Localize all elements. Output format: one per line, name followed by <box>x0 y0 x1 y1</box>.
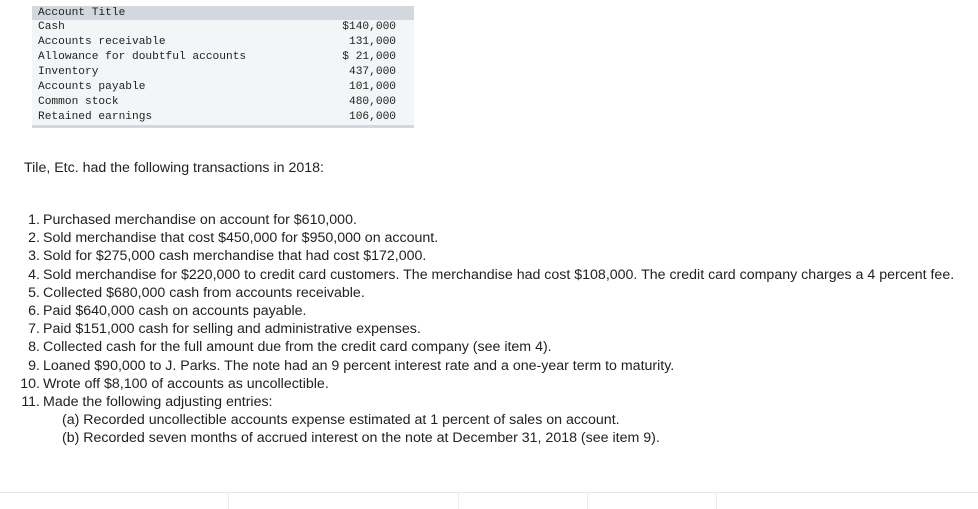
account-title: Accounts payable <box>32 80 314 95</box>
transaction-text: Sold for $275,000 cash merchandise that had cost $172,000. <box>43 248 427 265</box>
account-title: Allowance for doubtful accounts <box>32 50 314 65</box>
account-amount: $ 21,000 <box>314 50 414 65</box>
account-amount: 131,000 <box>314 35 414 50</box>
account-row <box>32 65 414 80</box>
transaction-item <box>24 302 964 320</box>
transaction-text: Sold merchandise for $220,000 to credit card customers. The merchandise had cost $108,000. The credit card company charges a 4 percent fee. <box>43 266 955 283</box>
transaction-text: Wrote off $8,100 of accounts as uncollectible. <box>43 375 329 392</box>
transaction-text: Collected cash for the full amount due from the credit card company (see item 4). <box>43 339 552 356</box>
transaction-number: 4. <box>28 266 40 283</box>
transaction-text: Collected $680,000 cash from accounts receivable. <box>43 284 365 301</box>
transaction-number: 7. <box>28 321 40 338</box>
account-title: Inventory <box>32 65 314 80</box>
adjustment-list <box>43 411 964 447</box>
transaction-number: 8. <box>28 339 40 356</box>
transaction-item <box>24 229 964 247</box>
bottom-bar <box>0 492 978 509</box>
transaction-text: Sold merchandise that cost $450,000 for $950,000 on account. <box>43 230 439 247</box>
transaction-text: Made the following adjusting entries: <box>43 394 273 411</box>
account-row <box>32 110 414 127</box>
account-title: Cash <box>32 20 314 35</box>
account-amount: 106,000 <box>314 110 414 127</box>
account-amount: 101,000 <box>314 80 414 95</box>
account-title-header: Account Title <box>32 6 414 20</box>
account-title: Retained earnings <box>32 110 314 127</box>
account-amount: 480,000 <box>314 95 414 110</box>
transaction-item <box>20 375 964 393</box>
account-amount: 437,000 <box>314 65 414 80</box>
account-title: Accounts receivable <box>32 35 314 50</box>
adjustment-item: (b) Recorded seven months of accrued interest on the note at December 31, 2018 (see item 9). <box>62 430 660 447</box>
transaction-text: Paid $151,000 cash for selling and administrative expenses. <box>43 321 421 338</box>
transaction-text: Paid $640,000 cash on accounts payable. <box>43 303 307 320</box>
account-row <box>32 35 414 50</box>
transaction-number: 10. <box>20 375 40 392</box>
transaction-item <box>24 357 964 375</box>
transaction-item <box>24 320 964 338</box>
transaction-item <box>24 247 964 265</box>
account-row <box>32 95 414 110</box>
transaction-number: 11. <box>21 394 40 411</box>
transaction-item <box>24 338 964 356</box>
transaction-number: 6. <box>28 303 40 320</box>
account-row <box>32 20 414 35</box>
transaction-number: 1. <box>28 212 40 228</box>
transaction-item <box>24 284 964 302</box>
transaction-text: Purchased merchandise on account for $610,000. <box>43 212 357 228</box>
account-table <box>32 6 414 128</box>
account-title: Common stock <box>32 95 314 110</box>
account-amount: $140,000 <box>314 20 414 35</box>
transaction-number: 2. <box>28 230 40 247</box>
adjustment-item: (a) Recorded uncollectible accounts expense estimated at 1 percent of sales on account. <box>62 412 620 429</box>
transaction-item <box>24 211 964 229</box>
account-row <box>32 80 414 95</box>
transaction-number: 9. <box>28 357 40 374</box>
account-row <box>32 50 414 65</box>
transaction-item <box>24 266 964 284</box>
transaction-text: Loaned $90,000 to J. Parks. The note had an 9 percent interest rate and a one-year term to maturity. <box>43 357 675 374</box>
transaction-item <box>21 393 964 448</box>
transaction-number: 5. <box>28 284 40 301</box>
intro-text: Tile, Etc. had the following transactions in 2018: <box>24 160 324 176</box>
transaction-number: 3. <box>28 248 40 265</box>
transaction-list <box>20 211 964 448</box>
